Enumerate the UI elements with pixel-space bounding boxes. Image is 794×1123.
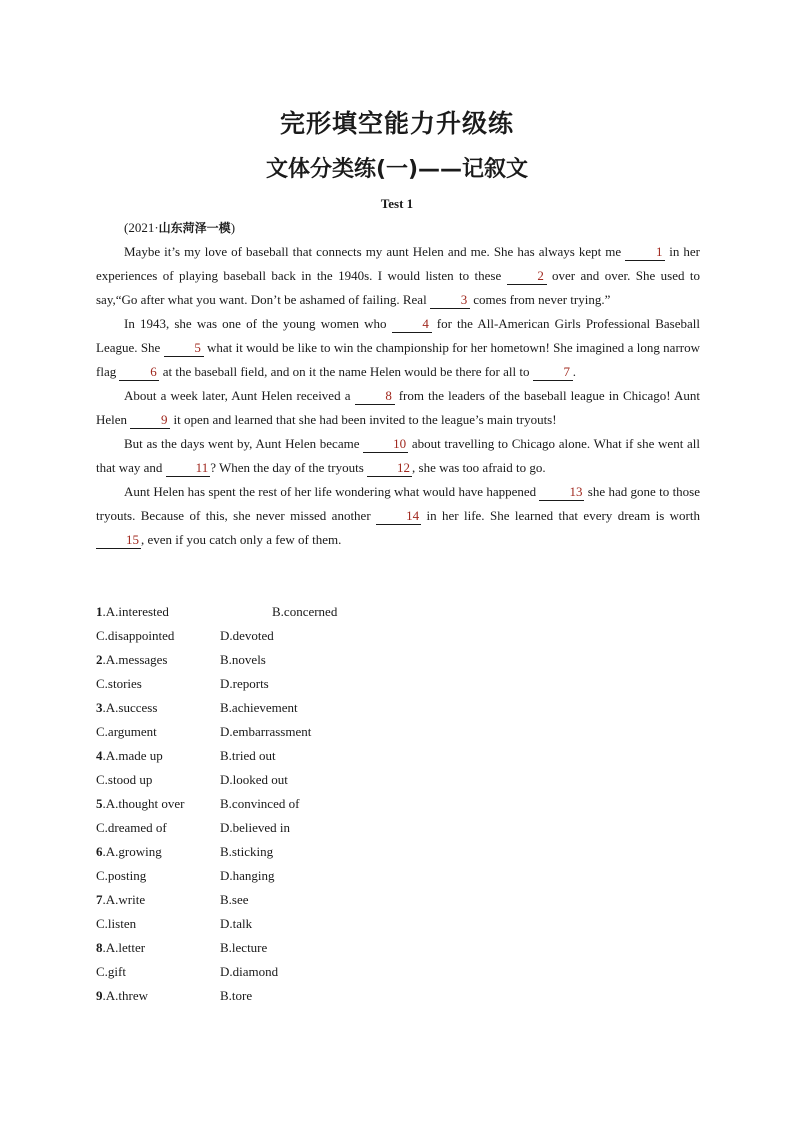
passage-text: Aunt Helen has spent the rest of her life wondering what would have happened [124,484,540,499]
passage-text: from the leaders of the baseball league in Chicago! Aunt Helen [96,388,701,427]
page-title: 完形填空能力升级练 [279,109,514,138]
passage-text: about travelling to Chicago alone. What if she went all that way and [96,436,700,475]
source-name: 山东菏泽一模 [158,221,231,235]
passage-paragraph [96,480,700,552]
passage-text: in her life. She learned that every dream is worth [421,508,700,523]
option-row [96,672,337,696]
option-row [96,936,337,960]
passage-text: , she was too afraid to go. [412,460,546,475]
passage-text: comes from never trying.” [469,292,611,307]
test-label: Test 1 [380,196,414,211]
option-a [96,744,220,768]
option-a-text: A.made up [105,748,163,763]
question-number: 3 [96,700,103,715]
passage-paragraph [96,312,700,384]
option-d: D.embarrassment [220,724,312,739]
cloze-blank: 1 [625,244,665,261]
option-c: C.stories [96,676,142,691]
option-b: B.tried out [220,748,276,763]
option-row [96,696,337,720]
cloze-blank: 3 [430,292,470,309]
question-number: 7 [96,892,103,907]
option-a [96,888,220,912]
option-a [96,792,220,816]
option-c: C.gift [96,964,126,979]
passage-text: In 1943, she was one of the young women who [124,316,392,331]
cloze-blank: 11 [166,460,211,477]
option-c: C.posting [96,868,147,883]
option-d: D.believed in [220,820,291,835]
option-b: B.novels [220,652,266,667]
option-d: D.talk [220,916,253,931]
option-a [96,600,272,624]
passage-text: in her experiences of playing baseball back in the 1940s. I would listen to these [96,244,700,283]
option-b: B.sticking [220,844,274,859]
passage-text: over and over. She used to say,“Go after what you want. Don’t be ashamed of failing. Real [96,268,700,307]
option-b: B.tore [220,988,253,1003]
question-dot: . [102,844,106,859]
option-row [96,984,337,1008]
passage-text: what it would be like to win the championship for her hometown! She imagined a long narrow flag [96,340,700,379]
option-a-text: A.letter [105,940,146,955]
option-a [96,648,220,672]
cloze-blank: 8 [355,388,395,405]
option-b: B.concerned [272,604,338,619]
source-suffix: ) [230,220,236,235]
passage-text: she had gone to those tryouts. Because of this, she never missed another [96,484,701,523]
question-number: 9 [96,988,103,1003]
cloze-blank: 7 [533,364,573,381]
question-number: 4 [96,748,103,763]
option-row [96,600,337,624]
cloze-blank: 12 [367,460,412,477]
cloze-blank: 9 [130,412,170,429]
cloze-blank: 2 [507,268,547,285]
passage-paragraph [96,432,700,480]
question-number: 2 [96,652,103,667]
passage-text: it open and learned that she had been invited to the league’s main tryouts! [170,412,557,427]
question-dot: . [102,892,106,907]
option-c: C.stood up [96,772,153,787]
option-row [96,960,337,984]
passage-text: About a week later, Aunt Helen received a [124,388,355,403]
option-row [96,720,337,744]
source-note [124,219,235,236]
option-a-text: A.write [105,892,146,907]
passage-text: . [572,364,576,379]
option-row [96,768,337,792]
option-a [96,696,220,720]
cloze-blank: 13 [539,484,584,501]
option-b: B.see [220,892,249,907]
question-dot: . [102,940,106,955]
option-row [96,912,337,936]
option-c: C.dreamed of [96,820,167,835]
passage-text: at the baseball field, and on it the name Helen would be there for all to [159,364,533,379]
cloze-blank: 14 [376,508,421,525]
option-a [96,984,220,1008]
question-dot: . [102,700,106,715]
option-b: B.achievement [220,700,298,715]
option-row [96,648,337,672]
question-number: 8 [96,940,103,955]
option-c: C.disappointed [96,628,175,643]
question-dot: . [102,988,106,1003]
cloze-blank: 10 [363,436,408,453]
option-a-text: A.interested [105,604,169,619]
cloze-blank: 4 [392,316,432,333]
question-number: 6 [96,844,103,859]
option-a [96,840,220,864]
option-a-text: A.success [105,700,158,715]
option-b: B.convinced of [220,796,300,811]
answer-options [96,600,337,1008]
source-prefix: (2021· [124,220,159,235]
option-row [96,744,337,768]
option-row [96,792,337,816]
question-dot: . [102,748,106,763]
cloze-passage [96,240,700,552]
passage-text: Maybe it’s my love of baseball that connects my aunt Helen and me. She has always kept me [124,244,626,259]
option-row [96,816,337,840]
option-a-text: A.growing [105,844,162,859]
option-d: D.reports [220,676,269,691]
passage-text: for the All-American Girls Professional Baseball League. She [96,316,700,355]
option-c: C.listen [96,916,137,931]
question-number: 1 [96,604,103,619]
option-c: C.argument [96,724,157,739]
option-row [96,864,337,888]
passage-text: , even if you catch only a few of them. [141,532,342,547]
cloze-blank: 6 [119,364,159,381]
page-subtitle: 文体分类练(一)——记叙文 [265,157,529,182]
option-d: D.devoted [220,628,274,643]
question-dot: . [102,652,106,667]
passage-text: But as the days went by, Aunt Helen became [124,436,364,451]
option-row [96,840,337,864]
option-a-text: A.thought over [105,796,185,811]
question-number: 5 [96,796,103,811]
option-d: D.diamond [220,964,279,979]
cloze-blank: 5 [164,340,204,357]
option-a-text: A.messages [105,652,168,667]
question-dot: . [102,604,106,619]
passage-paragraph [96,240,700,312]
option-b: B.lecture [220,940,268,955]
question-dot: . [102,796,106,811]
option-d: D.hanging [220,868,275,883]
cloze-blank: 15 [96,532,141,549]
option-a [96,936,220,960]
option-row [96,888,337,912]
passage-paragraph [96,384,700,432]
option-d: D.looked out [220,772,288,787]
option-row [96,624,337,648]
option-a-text: A.threw [105,988,148,1003]
passage-text: ? When the day of the tryouts [210,460,368,475]
